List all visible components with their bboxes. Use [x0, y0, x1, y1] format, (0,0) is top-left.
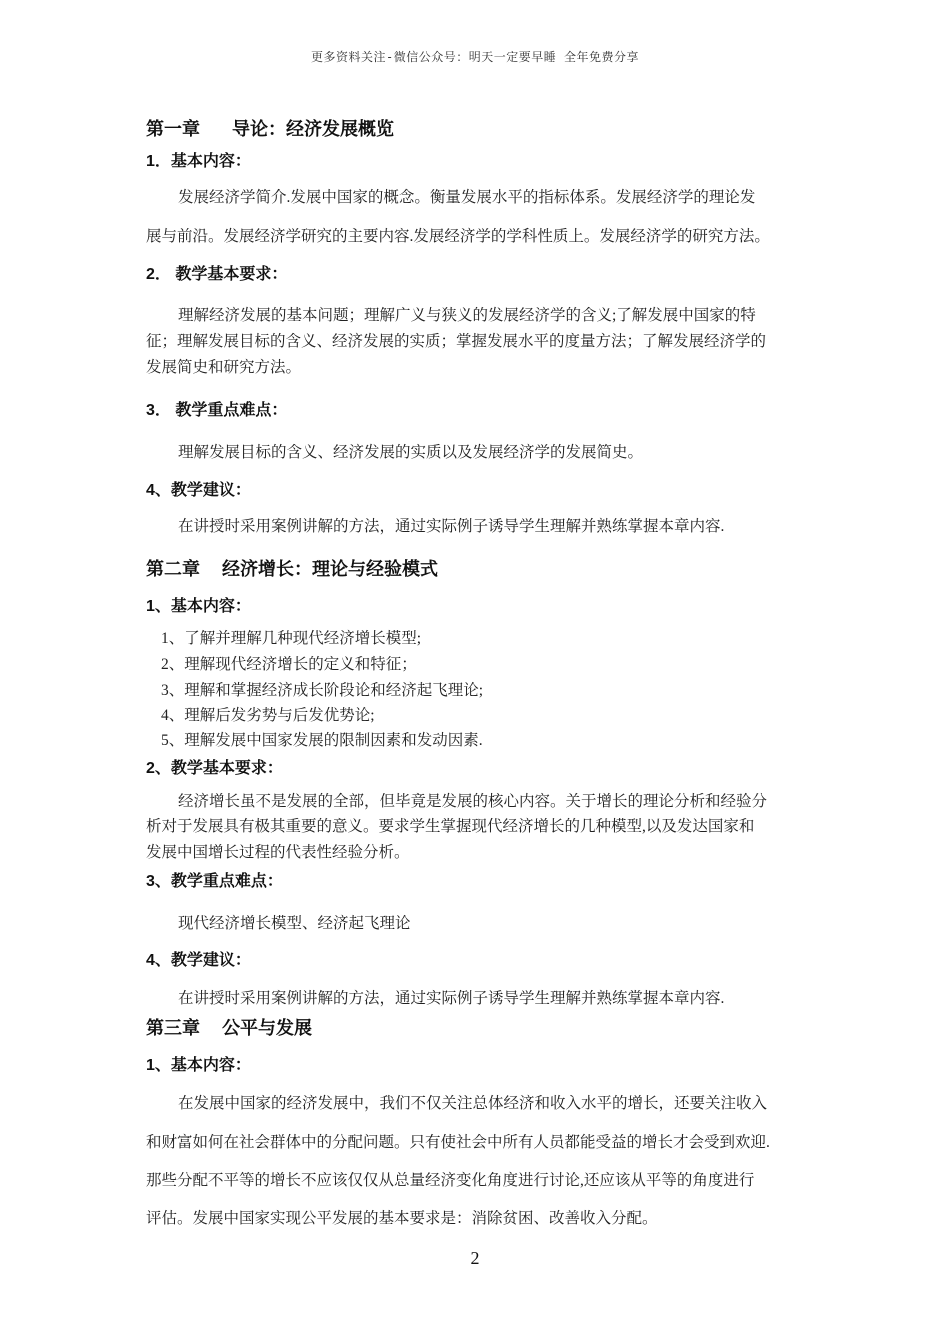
ch1-section-4-heading: 4、教学建议：: [146, 482, 251, 499]
ch2-s2-line-2: 析对于发展具有极其重要的意义。要求学生掌握现代经济增长的几种模型,以及发达国家和: [146, 818, 755, 835]
ch2-list-item: 5、理解发展中国家发展的限制因素和发动因素.: [161, 732, 483, 749]
ch1-s4-line-1: 在讲授时采用案例讲解的方法，通过实际例子诱导学生理解并熟练掌握本章内容.: [178, 518, 725, 535]
ch2-s3-line-1: 现代经济增长模型、经济起飞理论: [178, 915, 411, 932]
chapter-1-number: 第一章: [146, 119, 200, 139]
ch1-s1-line-1: 发展经济学简介.发展中国家的概念。衡量发展水平的指标体系。发展经济学的理论发: [178, 189, 756, 206]
ch1-s2-line-2: 征；理解发展目标的含义、经济发展的实质；掌握发展水平的度量方法；了解发展经济学的: [146, 333, 767, 350]
ch1-section-1-heading: 1．基本内容：: [146, 153, 251, 170]
ch3-line-4: 评估。发展中国家实现公平发展的基本要求是：消除贫困、改善收入分配。: [146, 1210, 658, 1227]
ch1-section-2-heading: 2． 教学基本要求：: [146, 266, 288, 283]
chapter-2-number: 第二章: [146, 559, 200, 579]
ch2-list-item: 1、了解并理解几种现代经济增长模型;: [161, 630, 422, 647]
chapter-2-title: 经济增长：理论与经验模式: [222, 559, 438, 579]
ch2-section-3-heading: 3、教学重点难点：: [146, 873, 283, 890]
ch2-s2-line-3: 发展中国增长过程的代表性经验分析。: [146, 844, 410, 861]
ch2-list-item: 2、理解现代经济增长的定义和特征；: [161, 656, 417, 673]
page-number: 2: [470, 1248, 480, 1268]
ch3-line-2: 和财富如何在社会群体中的分配问题。只有使社会中所有人员都能受益的增长才会受到欢迎.: [146, 1134, 770, 1151]
ch1-section-3-heading: 3． 教学重点难点：: [146, 402, 288, 419]
ch2-section-2-heading: 2、教学基本要求：: [146, 760, 283, 777]
ch1-s2-line-3: 发展简史和研究方法。: [146, 359, 302, 376]
ch3-section-1-heading: 1、基本内容：: [146, 1057, 251, 1074]
ch1-s3-line-1: 理解发展目标的含义、经济发展的实质以及发展经济学的发展简史。: [178, 444, 644, 461]
ch3-line-3: 那些分配不平等的增长不应该仅仅从总量经济变化角度进行讨论,还应该从平等的角度进行: [146, 1172, 755, 1189]
ch1-s2-line-1: 理解经济发展的基本问题；理解广义与狭义的发展经济学的含义;了解发展中国家的特: [178, 307, 756, 324]
ch3-line-1: 在发展中国家的经济发展中，我们不仅关注总体经济和收入水平的增长，还要关注收入: [178, 1095, 768, 1112]
ch1-s1-line-2: 展与前沿。发展经济学研究的主要内容.发展经济学的学科性质上。发展经济学的研究方法。: [146, 228, 770, 245]
chapter-3-title: 公平与发展: [222, 1018, 312, 1038]
ch2-list-item: 3、理解和掌握经济成长阶段论和经济起飞理论;: [161, 682, 484, 699]
ch2-s4-line-1: 在讲授时采用案例讲解的方法，通过实际例子诱导学生理解并熟练掌握本章内容.: [178, 990, 725, 1007]
page-header: 更多资料关注-微信公众号：明天一定要早睡 全年免费分享: [311, 50, 639, 64]
chapter-3-number: 第三章: [146, 1018, 200, 1038]
ch2-list-item: 4、理解后发劣势与后发优势论;: [161, 707, 375, 724]
chapter-1-title: 导论：经济发展概览: [232, 119, 394, 139]
ch2-s2-line-1: 经济增长虽不是发展的全部，但毕竟是发展的核心内容。关于增长的理论分析和经验分: [178, 793, 768, 810]
ch2-section-1-heading: 1、基本内容：: [146, 598, 251, 615]
ch2-section-4-heading: 4、教学建议：: [146, 952, 251, 969]
